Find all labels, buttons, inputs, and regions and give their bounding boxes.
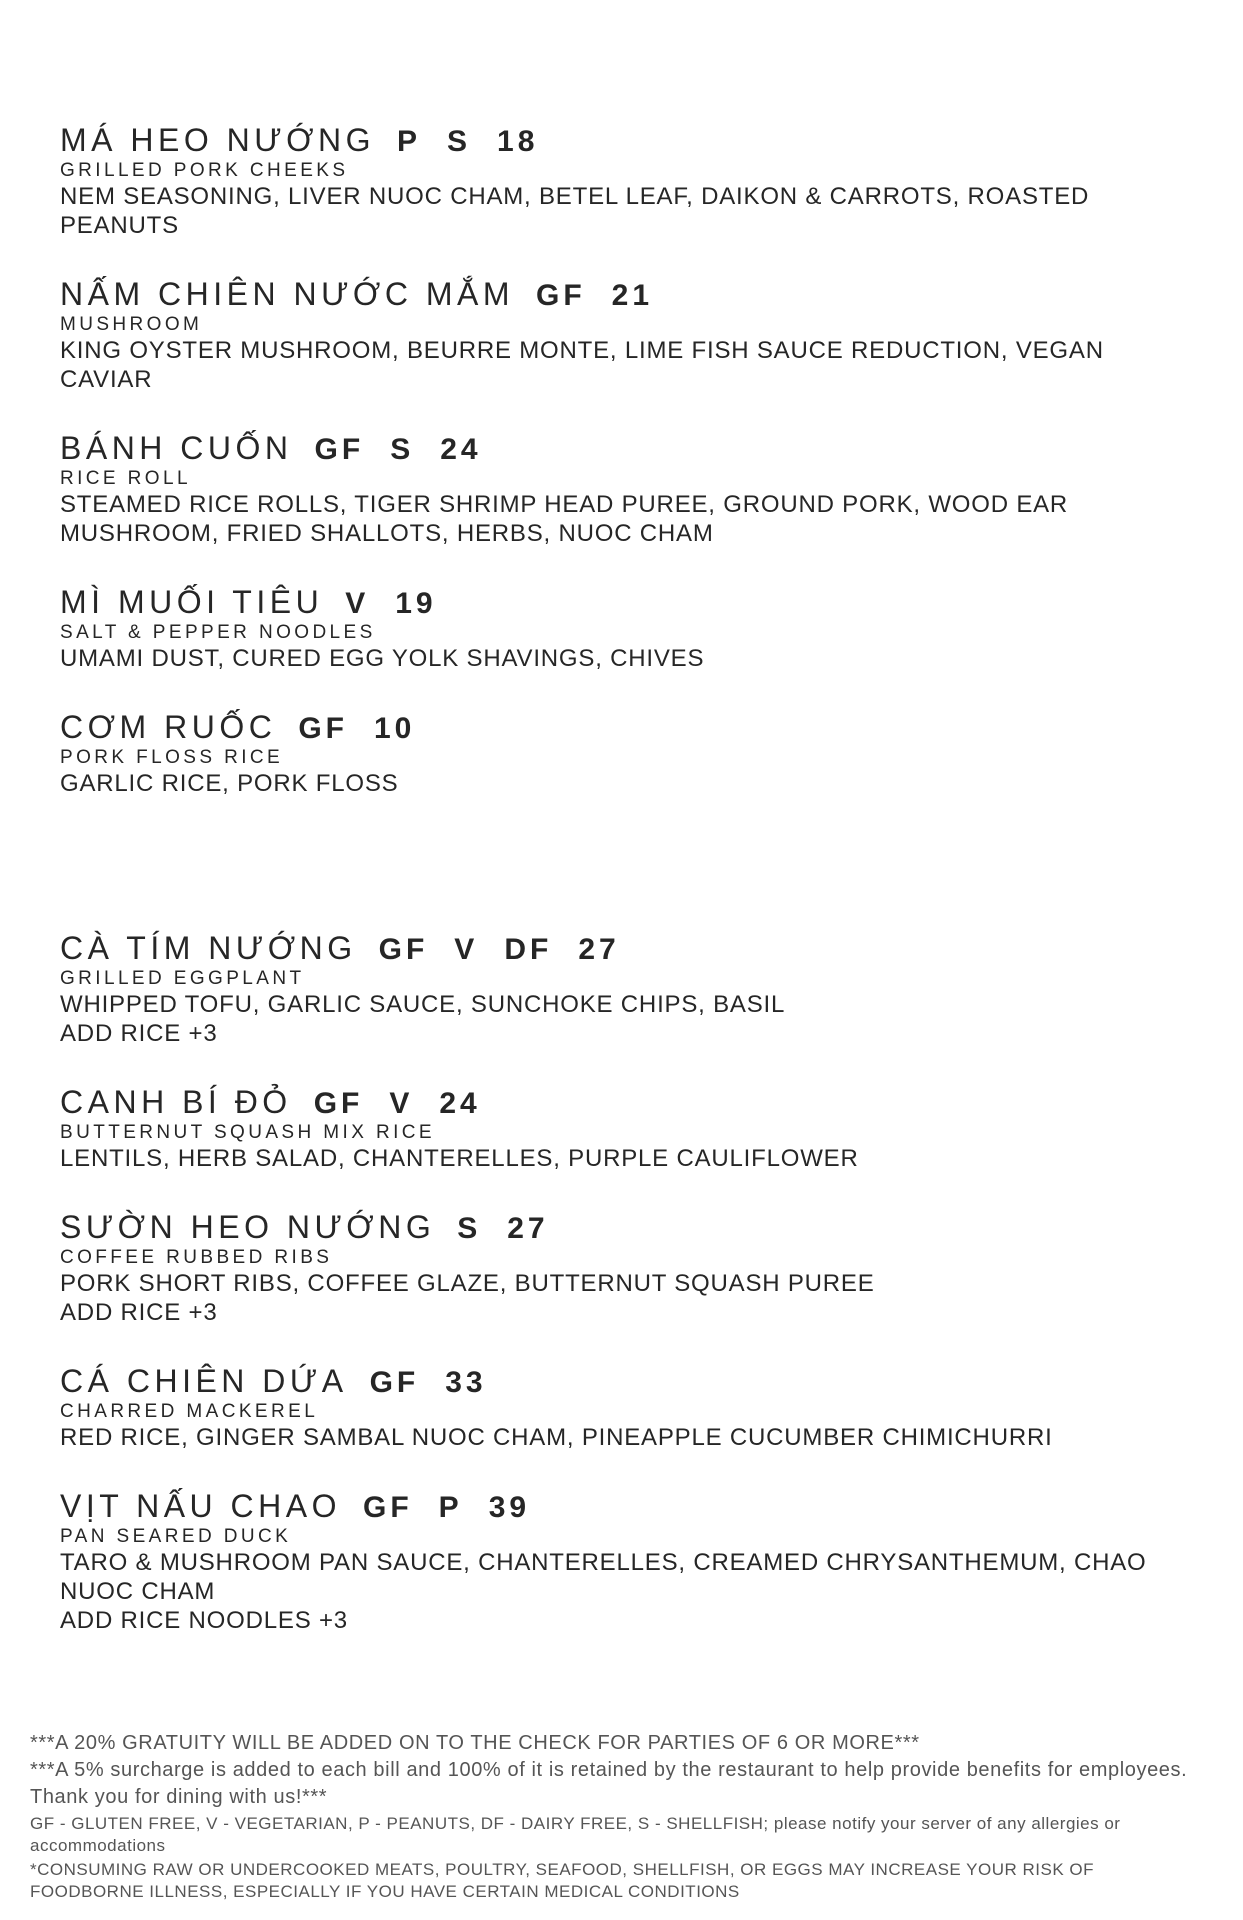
menu-item-description: GARLIC RICE, PORK FLOSS (60, 770, 399, 797)
menu-item (60, 1084, 1200, 1173)
menu-item-name: CÀ TÍM NƯỚNG (60, 930, 357, 966)
menu-item-header (60, 1363, 1200, 1401)
menu-item-header (60, 930, 1200, 968)
menu-item-subtitle: SALT & PEPPER NOODLES (60, 622, 376, 643)
allergy-legend: GF - GLUTEN FREE, V - VEGETARIAN, P - PEANUTS, DF - DAIRY FREE, S - SHELLFISH; please notify your server of any allergies or accommodations (30, 1814, 1121, 1855)
menu-item-addon: ADD RICE +3 (60, 1020, 218, 1047)
dietary-tags (345, 586, 436, 622)
dietary-tag: V (345, 587, 370, 620)
menu-item-description: KING OYSTER MUSHROOM, BEURRE MONTE, LIME FISH SAUCE REDUCTION, VEGAN CAVIAR (60, 337, 1104, 393)
menu-item-header (60, 1488, 1200, 1526)
menu-item-description: RED RICE, GINGER SAMBAL NUOC CHAM, PINEAPPLE CUCUMBER CHIMICHURRI (60, 1424, 1053, 1451)
dietary-tag: DF (504, 933, 553, 966)
menu-item-name: CƠM RUỐC (60, 709, 277, 745)
menu-item-price: 24 (440, 433, 482, 466)
menu-item-name: VỊT NẤU CHAO (60, 1488, 341, 1524)
menu-item (60, 122, 1200, 240)
dietary-tag: P (397, 125, 422, 158)
menu-item-description: STEAMED RICE ROLLS, TIGER SHRIMP HEAD PUREE, GROUND PORK, WOOD EAR MUSHROOM, FRIED SHALLOTS, HERBS, NUOC CHAM (60, 491, 1069, 547)
menu-item-price: 27 (507, 1212, 549, 1245)
menu-item (60, 709, 1200, 798)
menu-item (60, 1488, 1200, 1635)
menu-item-description: TARO & MUSHROOM PAN SAUCE, CHANTERELLES, CREAMED CHRYSANTHEMUM, CHAO NUOC CHAM (60, 1549, 1147, 1605)
menu-item-name: SƯỜN HEO NƯỚNG (60, 1209, 436, 1245)
dietary-tags (314, 1086, 481, 1122)
menu-item-name: NẤM CHIÊN NƯỚC MẮM (60, 276, 514, 312)
dietary-tags (370, 1365, 487, 1401)
menu-item (60, 930, 1200, 1048)
surcharge-notice: ***A 5% surcharge is added to each bill and 100% of it is retained by the restaurant to help provide benefits for employees. Thank you for dining with us!*** (30, 1759, 1188, 1808)
menu-item-price: 18 (497, 125, 539, 158)
dietary-tags (298, 711, 415, 747)
menu-item-name: CANH BÍ ĐỎ (60, 1084, 292, 1120)
menu-item-header (60, 122, 1200, 160)
dietary-tag: P (438, 1491, 463, 1524)
menu-section-1 (60, 122, 1200, 834)
menu-item-subtitle: GRILLED EGGPLANT (60, 968, 305, 989)
gratuity-notice: ***A 20% GRATUITY WILL BE ADDED ON TO THE CHECK FOR PARTIES OF 6 OR MORE*** (30, 1732, 920, 1754)
menu-item-price: 19 (395, 587, 437, 620)
menu-item (60, 1209, 1200, 1327)
menu-item-header (60, 709, 1200, 747)
menu-item-addon: ADD RICE NOODLES +3 (60, 1607, 348, 1634)
dietary-tag: GF (298, 712, 348, 745)
menu-item-price: 27 (578, 933, 620, 966)
consumer-advisory: *CONSUMING RAW OR UNDERCOOKED MEATS, POULTRY, SEAFOOD, SHELLFISH, OR EGGS MAY INCREASE YOUR RISK OF FOODBORNE ILLNESS, ESPECIALLY IF YOU HAVE CERTAIN MEDICAL CONDITIONS (30, 1860, 1095, 1901)
menu-item-header (60, 276, 1200, 314)
menu-item-name: MÁ HEO NƯỚNG (60, 122, 375, 158)
dietary-tag: GF (378, 933, 429, 966)
menu-item-name: MÌ MUỐI TIÊU (60, 584, 324, 620)
dietary-tags (363, 1490, 530, 1526)
menu-item-header (60, 430, 1200, 468)
menu-item-price: 21 (611, 279, 654, 312)
menu-item-description: WHIPPED TOFU, GARLIC SAUCE, SUNCHOKE CHIPS, BASIL (60, 991, 786, 1018)
menu-item-subtitle: PORK FLOSS RICE (60, 747, 284, 768)
menu-item-subtitle: RICE ROLL (60, 468, 191, 489)
dietary-tag: S (447, 125, 472, 158)
menu-item-subtitle: GRILLED PORK CHEEKS (60, 160, 349, 181)
menu-item-subtitle: COFFEE RUBBED RIBS (60, 1247, 333, 1268)
menu-item-addon: ADD RICE +3 (60, 1299, 218, 1326)
dietary-tags (397, 124, 538, 160)
menu-item-subtitle: MUSHROOM (60, 314, 203, 335)
dietary-tag: GF (363, 1491, 413, 1524)
dietary-tags (379, 932, 620, 968)
menu-item-name: CÁ CHIÊN DỨA (60, 1363, 348, 1399)
menu-item (60, 584, 1200, 673)
menu-item-price: 10 (373, 712, 416, 745)
dietary-tag: GF (313, 1087, 364, 1120)
dietary-tag: GF (314, 433, 365, 466)
menu-item (60, 276, 1200, 394)
menu-item (60, 430, 1200, 548)
menu-item-price: 39 (488, 1491, 531, 1524)
menu-item (60, 1363, 1200, 1452)
menu-item-description: NEM SEASONING, LIVER NUOC CHAM, BETEL LEAF, DAIKON & CARROTS, ROASTED PEANUTS (60, 183, 1090, 239)
menu-item-subtitle: BUTTERNUT SQUASH MIX RICE (60, 1122, 435, 1143)
menu-item-header (60, 584, 1200, 622)
menu-item-header (60, 1209, 1200, 1247)
menu-item-description: PORK SHORT RIBS, COFFEE GLAZE, BUTTERNUT SQUASH PUREE (60, 1270, 875, 1297)
menu-item-name: BÁNH CUỐN (60, 430, 293, 466)
dietary-tags (457, 1211, 548, 1247)
menu-item-price: 33 (445, 1366, 487, 1399)
menu-item-subtitle: PAN SEARED DUCK (60, 1526, 292, 1547)
dietary-tag: V (389, 1087, 414, 1120)
dietary-tag: GF (535, 279, 586, 312)
dietary-tag: S (457, 1212, 482, 1245)
dietary-tags (315, 432, 482, 468)
menu-item-header (60, 1084, 1200, 1122)
menu-item-subtitle: CHARRED MACKEREL (60, 1401, 319, 1422)
menu-item-price: 24 (439, 1087, 481, 1120)
menu-item-description: UMAMI DUST, CURED EGG YOLK SHAVINGS, CHIVES (60, 645, 705, 672)
dietary-tag: V (454, 933, 479, 966)
dietary-tags (536, 278, 653, 314)
dietary-tag: GF (369, 1366, 420, 1399)
menu-section-2 (60, 930, 1200, 1671)
dietary-tag: S (390, 433, 415, 466)
footer-notes (30, 1730, 1210, 1903)
menu-item-description: LENTILS, HERB SALAD, CHANTERELLES, PURPLE CAULIFLOWER (60, 1145, 859, 1172)
